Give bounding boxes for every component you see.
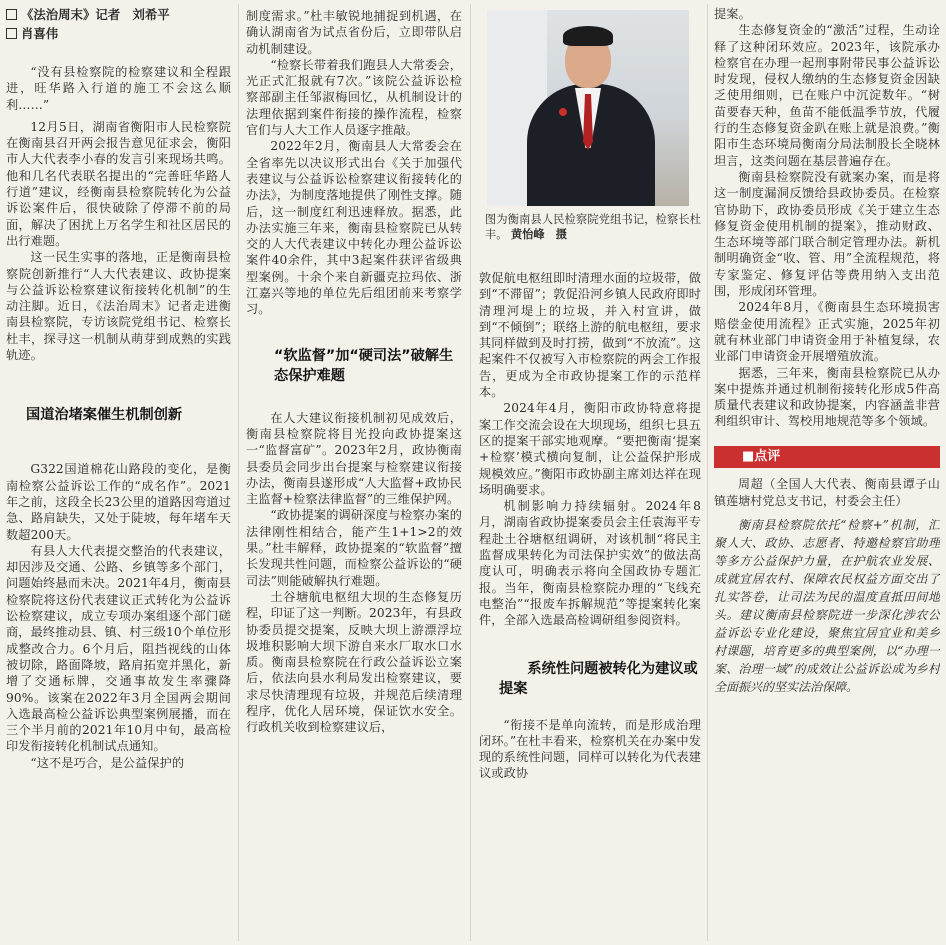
square-bullet-icon [6,9,17,20]
section-heading: 系统性问题被转化为建议或提案 [499,660,698,697]
paragraph: “这不是巧合，是公益保护的 [30,755,185,770]
article-column-2 [246,0,462,945]
byline-reporters [6,6,231,23]
paragraph: 衡南县检察院没有就案办案，而是将这一制度漏洞反馈给县政协委员。在检察官协助下，政协委员形成《关于建立生态修复资金使用机制的提案》，推动财政、生态环境等部门联合制定管理办法。新机制明确资金“收、管、用”全流程规范，将专家鉴定、修复评估等费用纳入支出范围，形成闭环管理。 [714,169,940,299]
paragraph: 提案。 [714,7,751,21]
paragraph: 有县人大代表提交整治的代表建议，却因涉及交通、公路、乡镇等多个部门，问题始终悬而未决。2021年4月，衡南县检察院将这份代表建议正式转化为公益诉讼检察建议，成立专项办案组逐个部门磋商，最终推动县、镇、村三级10个单位形成整改合力。6个月后，阻挡视线的山体被切除，路面降坡，路肩拓宽并黑化，新增了交通标牌，交通事故发生率骤降90%。该案在2022年3月全国两会期间入选最高检公益诉讼典型案例展播，而在三个半月前的2021年10月中旬，最高检印发衔接转化机制试点通知。 [6,543,231,754]
paragraph: 2024年8月，《衡南县生态环境损害赔偿金使用流程》正式实施，2025年初就有林业部门申请资金用于补植复绿，农业部门申请资金开展增殖放流。 [714,300,940,364]
paragraph: “检察长带着我们跑县人大常委会，光正式汇报就有7次。”该院公益诉讼检察部副主任邹淑梅回忆，从机制设计的法理依据到案件衔接的操作流程，检察官们与人大工作人员逐字推敲。 [246,57,462,138]
paragraph: “衔接不是单向流转，而是形成治理闭环。”在杜丰看来，检察机关在办案中发现的系统性问题，同样可以转化为代表建议或政协 [479,717,701,781]
paragraph: “政协提案的调研深度与检察办案的法律刚性相结合，能产生1+1>2的效果。”杜丰解释，政协提案的“软监督”擅长发现共性问题，而检察公益诉讼的“硬司法”则能破解执行难题。 [246,508,462,588]
comment-label-bar: ■点评 [714,446,940,468]
article-column-1 [6,0,231,945]
portrait-photo [487,10,689,206]
caption-text: 图为衡南县人民检察院党组书记，检察长杜丰。 [485,213,701,241]
outlet-name: 《法治周末》 [21,7,96,22]
paragraph: 生态修复资金的“激活”过程，生动诠释了这种闭环效应。2023年，该院承办检察官在办理一起刑事附带民事公益诉讼时发现，侵权人缴纳的生态修复资金因缺乏使用细则，已在账户中沉淀数年。“树苗要春天种，鱼苗不能低温季节放，代履行的生态修复资金趴在账上就是浪费。”衡阳市生态环境局衡南分局法制股长全晓林坦言，这类问题在基层普遍存在。 [714,23,940,168]
comment-body: 衡南县检察院依托“检察+”机制，汇聚人大、政协、志愿者、特邀检察官助理等多方公益保护力量，在护航农业发展、成就宜居农村、保障农民权益方面交出了扎实答卷，让司法为民的温度直抵田间地头。建议衡南县检察院进一步深化涉农公益诉讼专业化建设，聚焦宜居宜业和美乡村课题，培育更多的典型案例，以“办理一案、治理一域”的成效让公益诉讼成为乡村全面振兴的坚实法治保障。 [714,517,940,694]
paragraph: 机制影响力持续辐射。2024年8月，湖南省政协提案委员会主任袁海平专程赴土谷塘枢纽调研，对该机制“将民主监督成果转化为司法保护实效”的做法高度认可，明确表示将向全国政协专题汇报。当年，衡南县检察院办理的“飞线充电整治”“报废车拆解规范”等提案转化案件，全部入选最高检调研组参阅资料。 [479,499,701,628]
article-column-4 [714,0,940,945]
section-heading: 国道治堵案催生机制创新 [26,407,183,424]
paragraph: 敦促航电枢纽即时清理水面的垃圾带，做到“不滞留”；敦促沿河乡镇人民政府即时清理河堤上的垃圾，并入村宣讲，做到“不倾倒”；联络上游的航电枢纽，要求其同样做到及时打捞，做到“不放流”。这起案件不仅被写入市检察院的两会工作报告，更成为全市政协提案工作的示范样本。 [479,271,701,400]
paragraph: 12月5日，湖南省衡阳市人民检察院在衡南县召开两会报告意见征求会，衡阳市人大代表李小春的发言引来现场共鸣。他和几名代表联名提出的“完善旺华路人行道”建议，经衡南县检察院转化为公益诉讼案件后，很快破除了停滞不前的局面，解决了困扰上万名学生和社区居民的出行难题。 [6,119,231,248]
byline-reporter-2 [6,25,231,42]
paragraph: G322国道棉花山路段的变化，是衡南检察公益诉讼工作的“成名作”。2021年之前，这段全长23公里的道路因弯道过急、路肩缺失，又处于陡坡，每年堵车天数超200天。 [6,462,231,542]
article-column-3 [479,0,701,945]
section-heading: “软监督”加“硬司法”破解生态保护难题 [274,347,454,384]
square-bullet-icon [6,28,17,39]
paragraph: 2024年4月，衡阳市政协特意将提案工作交流会设在大坝现场，组织七县五区的提案干部实地观摩。“要把衡南‘提案+检察’模式横向复制，让公益保护形成规模效应。”衡阳市政协副主席刘达祥在现场明确要求。 [479,401,701,497]
column-divider [707,4,708,941]
photo-credit: 黄怡峰 摄 [510,228,567,241]
paragraph: 2022年2月，衡南县人大常委会在全省率先以决议形式出台《关于加强代表建议与公益诉讼检察建议衔接转化的办法》，为制度落地提供了刚性支撑。随后，这一制度红利迅速释放。据悉，此办法实施三年来，衡南县检察院已从转交的人大代表建议中转化办理公益诉讼案件40余件，其中3起案件获评省级典型案例。十余个来自新疆克拉玛依、浙江嘉兴等地的单位先后组团前来考察学习。 [246,139,462,317]
column-divider [470,4,471,941]
reporter-name: 肖喜伟 [21,26,59,41]
paragraph: 据悉，三年来，衡南县检察院已从办案中提炼并通过机制衔接转化形成5件高质量代表建议和政协提案，内容涵盖非营利组织审计、驾校用地规范等多个领域。 [714,365,940,429]
paragraph: 制度需求。”杜丰敏锐地捕捉到机遇，在确认湖南省为试点省份后，立即带队启动机制建设。 [246,9,462,56]
paragraph: 土谷塘航电枢纽大坝的生态修复历程，印证了这一判断。2023年，有县政协委员提交提案，反映大坝上游漂浮垃圾堆积影响大坝下游自来水厂取水口水质。衡南县检察院在行政公益诉讼立案后，依法向县水利局发出检察建议，要求尽快清理现有垃圾，并规范后续清理程序，优化人居环境，保证饮水安全。行政机关收到检察建议后， [246,589,462,735]
photo-caption [485,212,701,242]
paragraph: 这一民生实事的落地，正是衡南县检察院创新推行“人大代表建议、政协提案与公益诉讼检察建议衔接转化机制”的生动注脚。近日，《法治周末》记者走进衡南县检察院，专访该院党组书记、检察长杜丰，探寻这一机制从萌芽到成熟的实践轨迹。 [6,250,231,363]
column-divider [238,4,239,941]
comment-author: 周超（全国人大代表、衡南县谭子山镇莲塘村党总支书记，村委会主任） [714,476,940,508]
paragraph: 在人大建议衔接机制初见成效后，衡南县检察院将目光投向政协提案这一“监督富矿”。2023年2月，政协衡南县委员会同步出台提案与检察建议衔接办法，衡南县遂形成“人大监督+政协民主监督+检察法律监督”的三维保护网。 [246,410,462,507]
reporter-name: 记者 刘希平 [95,7,170,22]
paragraph: “没有县检察院的检察建议和全程跟进，旺华路入行道的施工不会这么顺利……” [6,65,231,112]
